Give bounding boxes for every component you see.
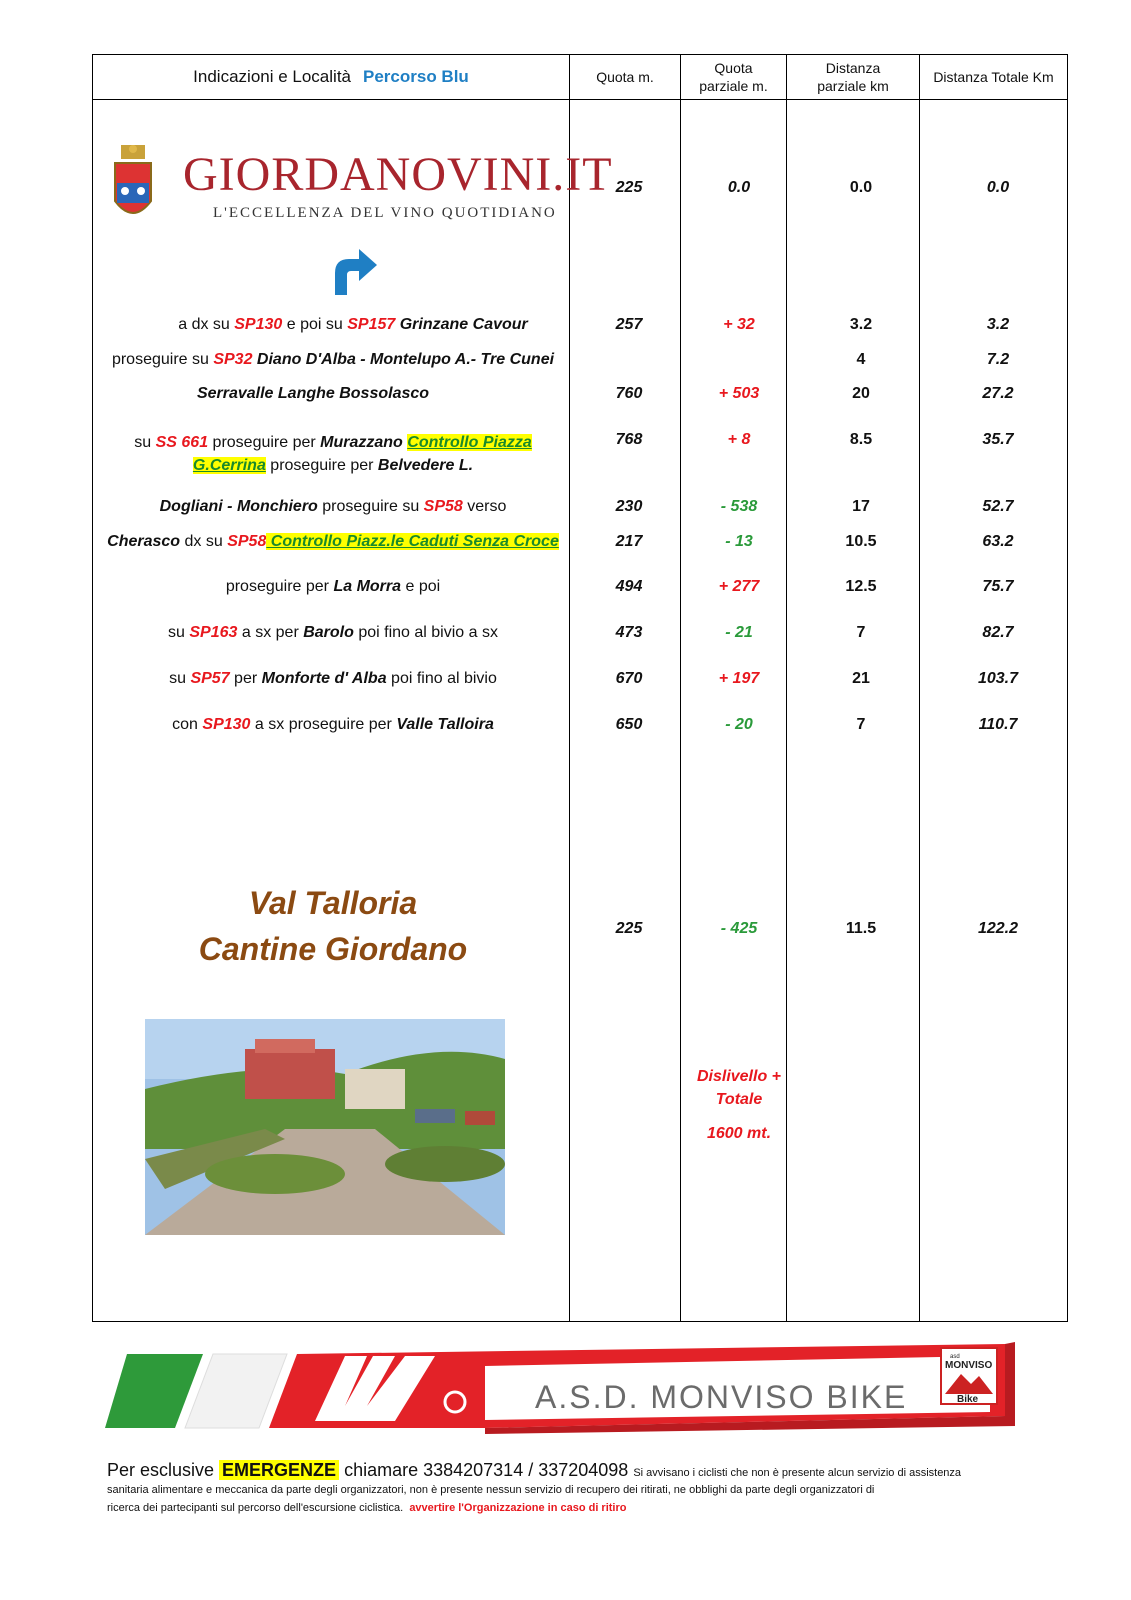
road-code: SP157 [347,316,396,333]
badge-bottom: Bike [957,1394,979,1405]
distanza-totale-cell: 75.7 [982,578,1014,595]
road-code: SP58 [423,498,463,515]
distanza-parziale-cell: 12.5 [845,578,877,595]
table-row [93,316,1067,340]
route-description [93,351,573,369]
text: dx su [180,533,228,550]
quota-parziale-cell: - 13 [725,533,753,550]
distanza-parziale-cell: 10.5 [845,533,877,550]
quota-parziale-cell: - 20 [725,716,753,733]
text: su [134,434,156,451]
disclaimer-text: Si avvisano i ciclisti che non è presente alcun servizio di assistenza [633,1467,962,1479]
distanza-totale-cell: 7.2 [986,351,1010,368]
monviso-bike-banner [105,1336,1025,1436]
destination-row [93,920,1067,944]
quota-cell: 473 [615,624,643,641]
header-label: Indicazioni e Località [193,67,351,86]
distanza-totale-cell: 82.7 [982,624,1014,641]
distanza-totale-cell: 35.7 [982,431,1014,448]
withdrawal-notice: avvertire l'Organizzazione in caso di ritiro [409,1502,627,1514]
route-description [93,624,573,642]
quota-parziale-cell: + 8 [727,431,751,448]
disclaimer-text: ricerca dei partecipanti sul percorso dell'escursione ciclistica. [107,1502,404,1514]
header-quota-parziale: Quota parziale m. [699,60,768,94]
header-distanza-parziale: Distanza parziale km [817,60,889,94]
route-description [93,716,573,734]
text: proseguire per [225,578,334,595]
distanza-totale-cell: 3.2 [986,316,1010,333]
quota-parziale-cell: - 538 [720,498,758,515]
road-code: SP130 [202,716,251,733]
place-name: Monforte d' Alba [261,670,387,687]
text: e poi [401,578,441,595]
footer-notice [107,1460,1037,1517]
dislivello-label: Dislivello + [696,1068,782,1085]
distanza-parziale-cell: 7 [856,624,866,641]
road-code: SP57 [190,670,230,687]
text: per [229,670,262,687]
table-row [93,431,1067,479]
text: proseguire per [265,457,378,474]
quota-cell: 257 [615,316,643,333]
quota-parziale-cell: + 503 [718,385,760,402]
quota-parziale-cell: 0.0 [727,179,751,196]
distanza-parziale-cell: 17 [852,498,870,515]
text: verso [462,498,507,515]
quota-cell: 670 [615,670,643,687]
quota-cell: 494 [615,578,643,595]
route-description [93,533,573,551]
place-name: Cherasco [107,533,181,550]
distanza-parziale-cell: 20 [852,385,870,402]
quota-parziale-cell: + 277 [718,578,760,595]
place-name: Murazzano [320,434,408,451]
place-name: Dogliani - Monchiero [159,498,318,515]
header-quota: Quota m. [596,69,654,85]
text: a sx per [237,624,304,641]
winery-photo [145,1019,505,1235]
quota-cell: 225 [615,920,643,937]
text: proseguire su [317,498,424,515]
distanza-parziale-cell: 7 [856,716,866,733]
disclaimer [107,1481,1037,1517]
text: a dx su [178,316,235,333]
text: con [172,716,203,733]
destination-subtitle: Cantine Giordano [198,931,468,967]
quota-cell: 217 [615,533,643,550]
route-description [93,578,573,596]
route-description [93,498,573,516]
distanza-totale-cell: 103.7 [977,670,1019,687]
distanza-parziale-cell: 8.5 [849,431,873,448]
destination-title: Val Talloria [248,885,418,921]
header-route: Percorso Blu [363,67,469,86]
table-row [93,533,1067,557]
quota-cell: 768 [615,431,643,448]
table-row [93,351,1067,375]
club-name: A.S.D. MONVISO BIKE [535,1379,908,1415]
road-code: SP130 [234,316,283,333]
emergenze-badge: EMERGENZE [219,1460,339,1480]
table-row [93,385,1067,409]
badge-top: MONVISO [945,1360,993,1371]
distanza-parziale-cell: 11.5 [845,920,877,937]
text: proseguire per [208,434,321,451]
distanza-totale-cell: 27.2 [982,385,1014,402]
header-indicazioni [93,55,569,99]
place-name: Grinzane Cavour [395,316,528,333]
quota-cell: 760 [615,385,643,402]
table-row [93,624,1067,648]
text: poi fino al bivio [386,670,497,687]
place-name: Valle Talloira [396,716,494,733]
checkpoint-label: Controllo Piazza [407,434,532,451]
distanza-parziale-cell: 21 [852,670,870,687]
emergency-line [107,1460,1037,1481]
quota-cell: 225 [615,179,643,196]
table-row [93,716,1067,740]
distanza-parziale-cell: 4 [856,351,866,368]
dislivello-total: 1600 mt. [706,1125,772,1142]
logo-title: GIORDANOVINI.IT [183,148,613,201]
phone-numbers: chiamare 3384207314 / 337204098 [339,1460,629,1480]
road-code: SS 661 [155,434,209,451]
place-name: Belvedere L. [377,457,474,474]
quota-cell: 650 [615,716,643,733]
route-description [93,316,573,334]
distanza-parziale-cell: 0.0 [849,179,873,196]
dislivello-label: Totale [715,1091,763,1108]
road-code: SP163 [189,624,238,641]
route-description: Serravalle Langhe Bossolasco [196,385,430,402]
distanza-totale-cell: 0.0 [986,179,1010,196]
checkpoint-label: G.Cerrina [192,457,266,474]
quota-parziale-cell: - 425 [720,920,758,937]
route-description [93,670,573,688]
text: a sx proseguire per [250,716,397,733]
quota-cell: 230 [615,498,643,515]
checkpoint-label: Controllo Piazz.le Caduti Senza Croce [266,533,559,550]
text: e poi su [282,316,348,333]
quota-parziale-cell: - 21 [725,624,753,641]
distanza-totale-cell: 122.2 [977,920,1019,937]
road-code: SP58 [227,533,267,550]
badge-asd: asd [950,1354,960,1360]
table-row [93,578,1067,602]
header-distanza-totale: Distanza Totale Km [933,69,1054,85]
quota-parziale-cell: + 197 [718,670,760,687]
route-description [93,431,573,477]
text: su [168,624,190,641]
text: poi fino al bivio a sx [353,624,498,641]
table-row [93,670,1067,694]
table-row [93,498,1067,522]
header-divider [93,99,1067,100]
text: Per esclusive [107,1460,220,1480]
route-table [92,54,1068,1322]
start-row [93,179,1067,203]
distanza-totale-cell: 52.7 [982,498,1014,515]
quota-parziale-cell: + 32 [723,316,755,333]
distanza-totale-cell: 110.7 [978,716,1018,733]
turn-right-arrow-icon [331,245,379,297]
text: proseguire su [111,351,214,368]
distanza-totale-cell: 63.2 [982,533,1014,550]
place-name: Barolo [303,624,354,641]
logo-subtitle: L'ECCELLENZA DEL VINO QUOTIDIANO [213,205,557,221]
road-code: SP32 [213,351,253,368]
place-name: La Morra [333,578,402,595]
text: su [169,670,191,687]
distanza-parziale-cell: 3.2 [849,316,873,333]
place-name: Diano D'Alba - Montelupo A.- Tre Cunei [252,351,555,368]
disclaimer-text: sanitaria alimentare e meccanica da parte degli organizzatori, non è presente nessun servizio di recupero dei ritirati, ne obblighi da parte degli organizzatori di [107,1484,875,1496]
